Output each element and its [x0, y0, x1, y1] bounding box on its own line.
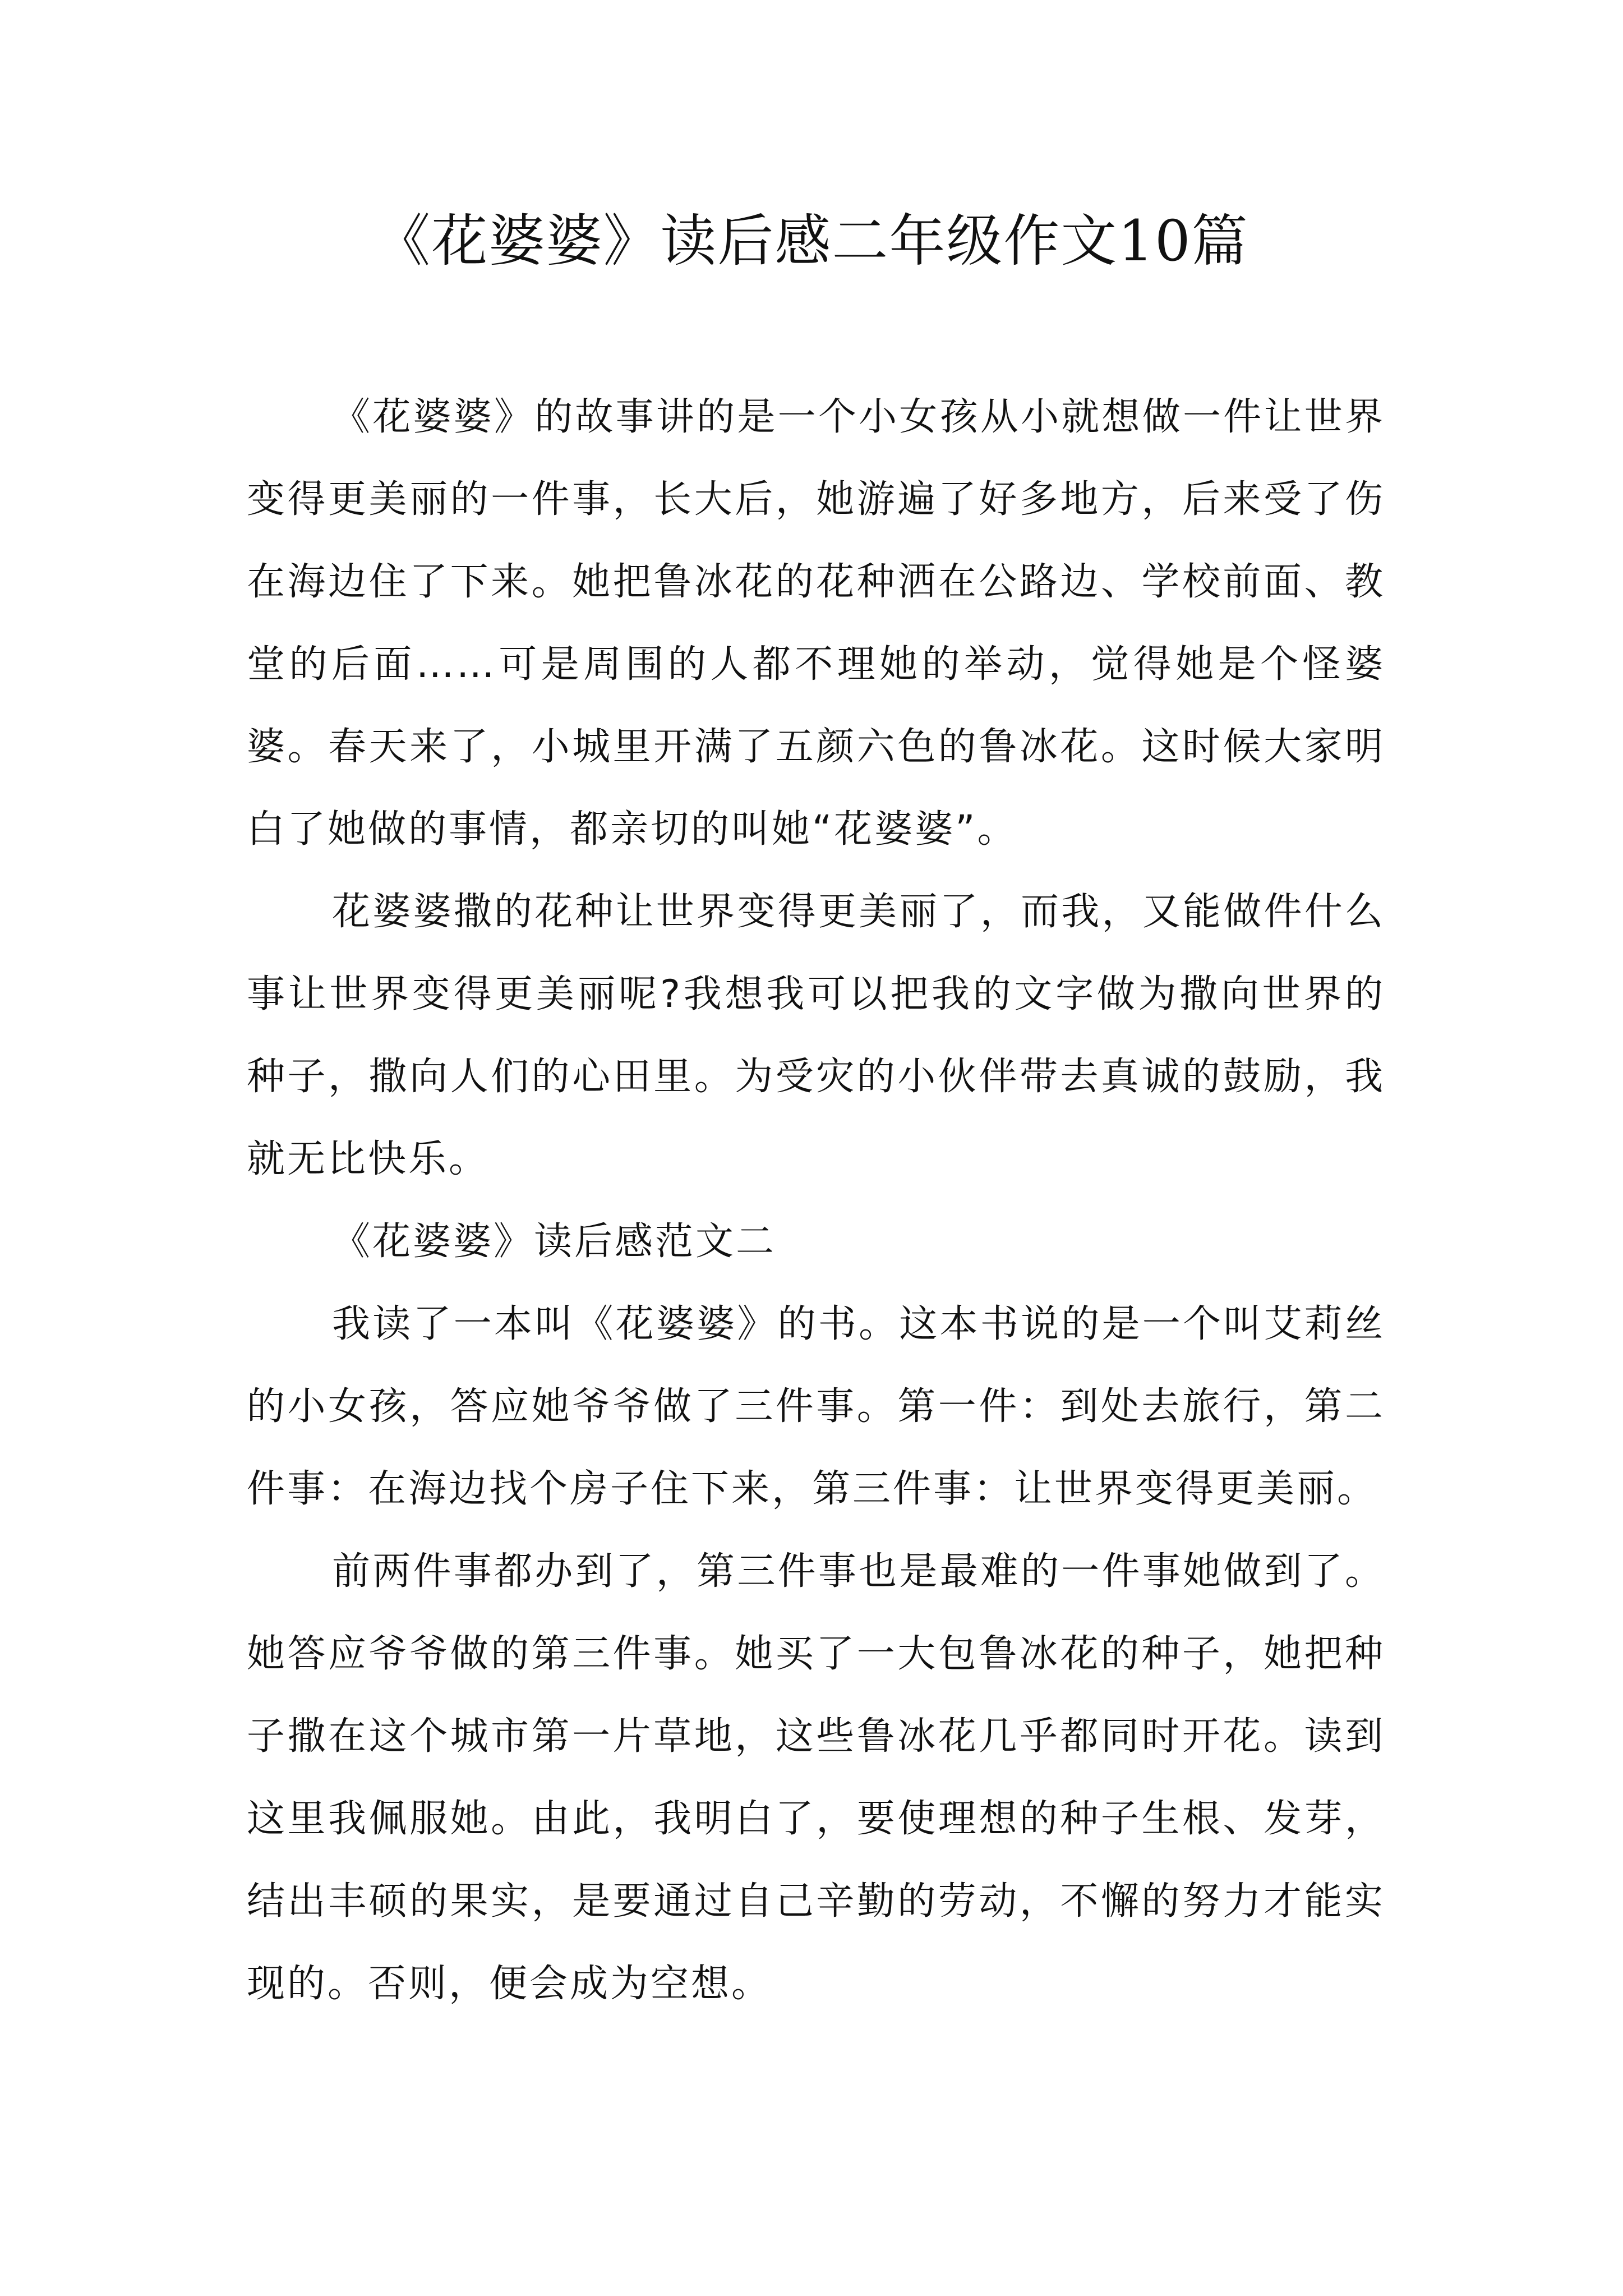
document-body	[247, 376, 1385, 2025]
section-heading-sample-two: 《花婆婆》读后感范文二	[332, 1220, 777, 1264]
paragraph-three-tasks: 我读了一本叫《花婆婆》的书。这本书说的是一个叫艾莉丝的小女孩，答应她爷爷做了三件事。第一件：到处去旅行，第二件事：在海边找个房子住下来，第三件事：让世界变得更美丽。	[247, 1302, 1385, 1511]
paragraph-conclusion: 前两件事都办到了，第三件事也是最难的一件事她做到了。她答应爷爷做的第三件事。她买了一大包鲁冰花的种子，她把种子撒在这个城市第一片草地，这些鲁冰花几乎都同时开花。读到这里我佩服她。由此，我明白了，要使理想的种子生根、发芽，结出丰硕的果实，是要通过自己辛勤的劳动，不懈的努力才能实现的。否则，便会成为空想。	[247, 1549, 1385, 2006]
paragraph-story-summary: 《花婆婆》的故事讲的是一个小女孩从小就想做一件让世界变得更美丽的一件事，长大后，她游遍了好多地方，后来受了伤在海边住了下来。她把鲁冰花的花种洒在公路边、学校前面、教堂的后面……可是周围的人都不理她的举动，觉得她是个怪婆婆。春天来了，小城里开满了五颜六色的鲁冰花。这时候大家明白了她做的事情，都亲切的叫她“花婆婆”。	[247, 395, 1385, 852]
document-title: 《花婆婆》读后感二年级作文10篇	[374, 208, 1249, 274]
paragraph-reflection: 花婆婆撒的花种让世界变得更美丽了，而我，又能做件什么事让世界变得更美丽呢?我想我可以把我的文字做为撒向世界的种子，撒向人们的心田里。为受灾的小伙伴带去真诚的鼓励，我就无比快乐。	[247, 890, 1385, 1181]
